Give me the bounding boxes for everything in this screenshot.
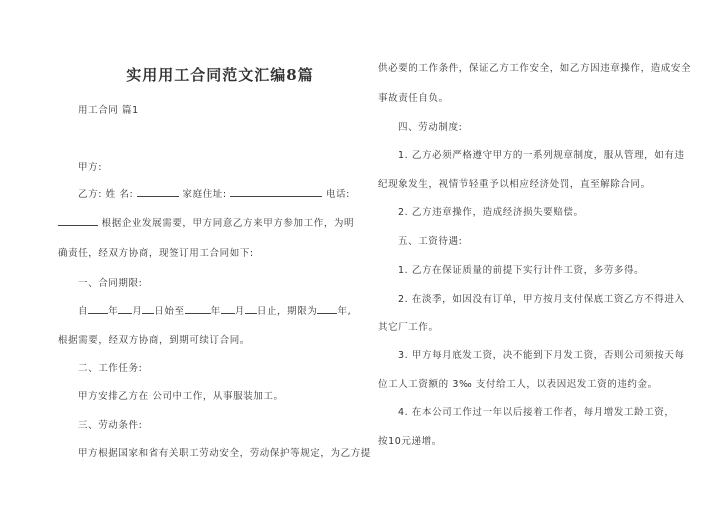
right-cont-2: 事故责任自负。: [378, 93, 449, 104]
phone-blank: [58, 216, 98, 226]
contract-heading: 用工合同 篇1: [78, 105, 139, 116]
section-5-item-1: 1. 乙方在保证质量的前提下实行计件工资，多劳多得。: [398, 265, 645, 276]
section-4-title: 四、劳动制度:: [398, 122, 463, 133]
section-2-title: 二、工作任务:: [78, 363, 143, 374]
section-5-item-4a: 4. 在本公司工作过一年以后接着工作者，每月增发工龄工资，: [398, 407, 675, 418]
document-title: 实用用工合同范文汇编8篇: [126, 66, 314, 84]
section-5-item-2a: 2. 在淡季，如因没有订单，甲方按月支付保底工资乙方不得进入: [398, 294, 685, 305]
section-5-item-2b: 其它厂工作。: [378, 322, 439, 333]
section-4-item-2: 2. 乙方违章操作，造成经济损失要赔偿。: [398, 207, 584, 218]
section-5-item-4b: 按10元递增。: [378, 436, 442, 447]
term-day1: 日始至: [154, 306, 185, 317]
party-b-phone-label: 电话:: [325, 189, 350, 200]
term-day2: 日止，期限为: [256, 306, 318, 317]
section-1-title: 一、合同期限:: [78, 278, 143, 289]
term-from: 自: [78, 306, 89, 317]
section-2-body: 甲方安排乙方在 公司中工作，从事服装加工。: [78, 391, 284, 402]
name-blank: [137, 187, 179, 197]
party-b-line: [78, 186, 350, 200]
section-3-body: 甲方根据国家和省有关职工劳动安全，劳动保护等规定，为乙方提: [78, 448, 371, 459]
party-b-home-label: 家庭住址:: [182, 189, 227, 200]
section-4-item-1b: 纪现象发生，视情节轻重予以相应经济处罚，直至解除合同。: [378, 179, 651, 190]
section-3-title: 三、劳动条件:: [78, 420, 143, 431]
blank: [317, 304, 337, 314]
section-4-item-1a: 1. 乙方必须严格遵守甲方的一系列规章制度，服从管理，如有违: [398, 150, 685, 161]
term-year1: 年: [108, 306, 119, 317]
section-5-item-3a: 3. 甲方每月底发工资，决不能到下月发工资，否则公司须按天每: [398, 350, 685, 361]
intro-text-1: 根据企业发展需要，甲方同意乙方来甲方参加工作，为明: [101, 218, 355, 229]
term-line: [78, 303, 351, 317]
intro-line-2: 确责任，经双方协商，现签订用工合同如下:: [58, 248, 254, 259]
blank: [88, 304, 108, 314]
party-b-name-label: 乙方: 姓 名:: [78, 189, 134, 200]
intro-line-1: [58, 215, 354, 229]
party-a-line: 甲方:: [78, 162, 103, 173]
term-month2: 月: [234, 306, 245, 317]
blank: [221, 304, 235, 314]
home-blank: [230, 187, 322, 197]
term-year2: 年: [210, 306, 221, 317]
term-renew: 根据需要，经双方协商，到期可续订合同。: [58, 335, 250, 346]
section-5-title: 五、工资待遇:: [398, 236, 463, 247]
blank: [118, 304, 132, 314]
section-5-item-3b: 位工人工资额的 3‰ 支付给工人，以表因迟发工资的违约金。: [378, 379, 658, 390]
blank: [185, 304, 211, 314]
blank: [142, 304, 154, 314]
term-years: 年,: [337, 306, 352, 317]
term-month1: 月: [132, 306, 143, 317]
right-cont-1: 供必要的工作条件，保证乙方工作安全，如乙方因违章操作，造成安全: [378, 63, 692, 74]
blank: [245, 304, 257, 314]
